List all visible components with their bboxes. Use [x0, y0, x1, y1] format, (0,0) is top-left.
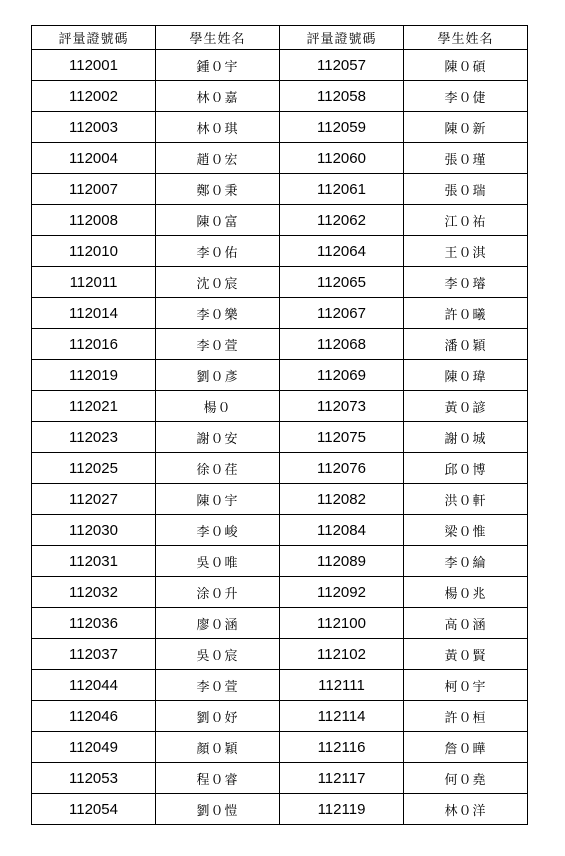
exam-id-cell: 112019: [32, 360, 156, 391]
exam-id-cell: 112004: [32, 143, 156, 174]
exam-id-cell: 112046: [32, 701, 156, 732]
exam-id-cell: 112060: [280, 143, 404, 174]
table-row: [32, 143, 528, 174]
exam-id-cell: 112082: [280, 484, 404, 515]
exam-id-cell: 112117: [280, 763, 404, 794]
student-name-cell: 邱０博: [404, 453, 528, 484]
student-name-cell: 黃０諺: [404, 391, 528, 422]
exam-id-cell: 112030: [32, 515, 156, 546]
student-name-cell: 詹０曄: [404, 732, 528, 763]
table-row: [32, 732, 528, 763]
student-name-cell: 劉０妤: [156, 701, 280, 732]
student-name-cell: 林０洋: [404, 794, 528, 825]
exam-id-cell: 112119: [280, 794, 404, 825]
student-name-cell: 李０萱: [156, 670, 280, 701]
exam-id-cell: 112057: [280, 50, 404, 81]
student-name-cell: 高０涵: [404, 608, 528, 639]
table-row: [32, 453, 528, 484]
header-student-name-left: 學生姓名: [156, 26, 280, 50]
exam-id-cell: 112023: [32, 422, 156, 453]
exam-id-cell: 112059: [280, 112, 404, 143]
header-exam-id-right: 評量證號碼: [280, 26, 404, 50]
student-name-cell: 鍾０宇: [156, 50, 280, 81]
student-name-cell: 鄭０秉: [156, 174, 280, 205]
table-row: [32, 174, 528, 205]
table-row: [32, 298, 528, 329]
header-row: [32, 26, 528, 50]
student-name-cell: 李０樂: [156, 298, 280, 329]
student-name-cell: 劉０愷: [156, 794, 280, 825]
exam-id-cell: 112010: [32, 236, 156, 267]
student-name-cell: 林０嘉: [156, 81, 280, 112]
student-name-cell: 陳０瑋: [404, 360, 528, 391]
student-name-cell: 謝０安: [156, 422, 280, 453]
table-row: [32, 546, 528, 577]
student-name-cell: 柯０宇: [404, 670, 528, 701]
exam-id-cell: 112007: [32, 174, 156, 205]
student-name-cell: 何０堯: [404, 763, 528, 794]
exam-id-cell: 112002: [32, 81, 156, 112]
table-row: [32, 50, 528, 81]
student-name-cell: 張０瑾: [404, 143, 528, 174]
student-name-cell: 沈０宸: [156, 267, 280, 298]
exam-id-cell: 112075: [280, 422, 404, 453]
exam-id-cell: 112062: [280, 205, 404, 236]
student-name-cell: 程０睿: [156, 763, 280, 794]
header-student-name-right: 學生姓名: [404, 26, 528, 50]
student-name-cell: 江０祐: [404, 205, 528, 236]
exam-id-cell: 112092: [280, 577, 404, 608]
exam-id-cell: 112111: [280, 670, 404, 701]
table-row: [32, 670, 528, 701]
exam-id-cell: 112027: [32, 484, 156, 515]
exam-id-cell: 112016: [32, 329, 156, 360]
student-name-cell: 張０瑞: [404, 174, 528, 205]
student-name-cell: 陳０碩: [404, 50, 528, 81]
student-name-cell: 梁０惟: [404, 515, 528, 546]
table-row: [32, 763, 528, 794]
exam-id-cell: 112065: [280, 267, 404, 298]
table-row: [32, 422, 528, 453]
student-name-cell: 楊０兆: [404, 577, 528, 608]
exam-id-cell: 112054: [32, 794, 156, 825]
exam-id-cell: 112053: [32, 763, 156, 794]
table-row: [32, 577, 528, 608]
student-name-cell: 洪０軒: [404, 484, 528, 515]
student-name-cell: 楊０: [156, 391, 280, 422]
exam-id-cell: 112025: [32, 453, 156, 484]
student-name-cell: 謝０城: [404, 422, 528, 453]
exam-id-cell: 112069: [280, 360, 404, 391]
exam-id-cell: 112067: [280, 298, 404, 329]
exam-id-cell: 112049: [32, 732, 156, 763]
student-name-cell: 李０倢: [404, 81, 528, 112]
table-row: [32, 205, 528, 236]
student-name-cell: 陳０新: [404, 112, 528, 143]
exam-id-cell: 112001: [32, 50, 156, 81]
student-roster-table: [31, 25, 528, 825]
exam-id-cell: 112061: [280, 174, 404, 205]
student-name-cell: 涂０升: [156, 577, 280, 608]
student-name-cell: 李０萱: [156, 329, 280, 360]
student-name-cell: 趙０宏: [156, 143, 280, 174]
student-name-cell: 王０淇: [404, 236, 528, 267]
student-name-cell: 徐０荏: [156, 453, 280, 484]
table-row: [32, 639, 528, 670]
exam-id-cell: 112084: [280, 515, 404, 546]
student-name-cell: 林０琪: [156, 112, 280, 143]
student-name-cell: 吳０唯: [156, 546, 280, 577]
table-row: [32, 515, 528, 546]
student-name-cell: 黃０賢: [404, 639, 528, 670]
table-row: [32, 112, 528, 143]
exam-id-cell: 112011: [32, 267, 156, 298]
exam-id-cell: 112003: [32, 112, 156, 143]
table-row: [32, 391, 528, 422]
table-row: [32, 236, 528, 267]
student-name-cell: 廖０涵: [156, 608, 280, 639]
exam-id-cell: 112100: [280, 608, 404, 639]
exam-id-cell: 112031: [32, 546, 156, 577]
exam-id-cell: 112008: [32, 205, 156, 236]
table-row: [32, 484, 528, 515]
student-name-cell: 李０峻: [156, 515, 280, 546]
exam-id-cell: 112058: [280, 81, 404, 112]
student-name-cell: 許０桓: [404, 701, 528, 732]
exam-id-cell: 112014: [32, 298, 156, 329]
table-row: [32, 608, 528, 639]
table-header: [32, 26, 528, 50]
student-name-cell: 潘０穎: [404, 329, 528, 360]
exam-id-cell: 112044: [32, 670, 156, 701]
table-row: [32, 267, 528, 298]
student-name-cell: 李０佑: [156, 236, 280, 267]
student-name-cell: 吳０宸: [156, 639, 280, 670]
exam-id-cell: 112076: [280, 453, 404, 484]
exam-id-cell: 112114: [280, 701, 404, 732]
exam-id-cell: 112102: [280, 639, 404, 670]
student-name-cell: 李０綸: [404, 546, 528, 577]
exam-id-cell: 112032: [32, 577, 156, 608]
student-name-cell: 許０曦: [404, 298, 528, 329]
student-name-cell: 李０璿: [404, 267, 528, 298]
student-name-cell: 陳０富: [156, 205, 280, 236]
exam-id-cell: 112068: [280, 329, 404, 360]
exam-id-cell: 112036: [32, 608, 156, 639]
exam-id-cell: 112073: [280, 391, 404, 422]
table-row: [32, 329, 528, 360]
student-name-cell: 劉０彥: [156, 360, 280, 391]
table-row: [32, 794, 528, 825]
exam-id-cell: 112064: [280, 236, 404, 267]
exam-id-cell: 112037: [32, 639, 156, 670]
exam-id-cell: 112021: [32, 391, 156, 422]
table-row: [32, 81, 528, 112]
exam-id-cell: 112116: [280, 732, 404, 763]
exam-id-cell: 112089: [280, 546, 404, 577]
table-row: [32, 360, 528, 391]
table-body: [32, 50, 528, 825]
table-row: [32, 701, 528, 732]
student-name-cell: 陳０宇: [156, 484, 280, 515]
student-name-cell: 顏０穎: [156, 732, 280, 763]
header-exam-id-left: 評量證號碼: [32, 26, 156, 50]
